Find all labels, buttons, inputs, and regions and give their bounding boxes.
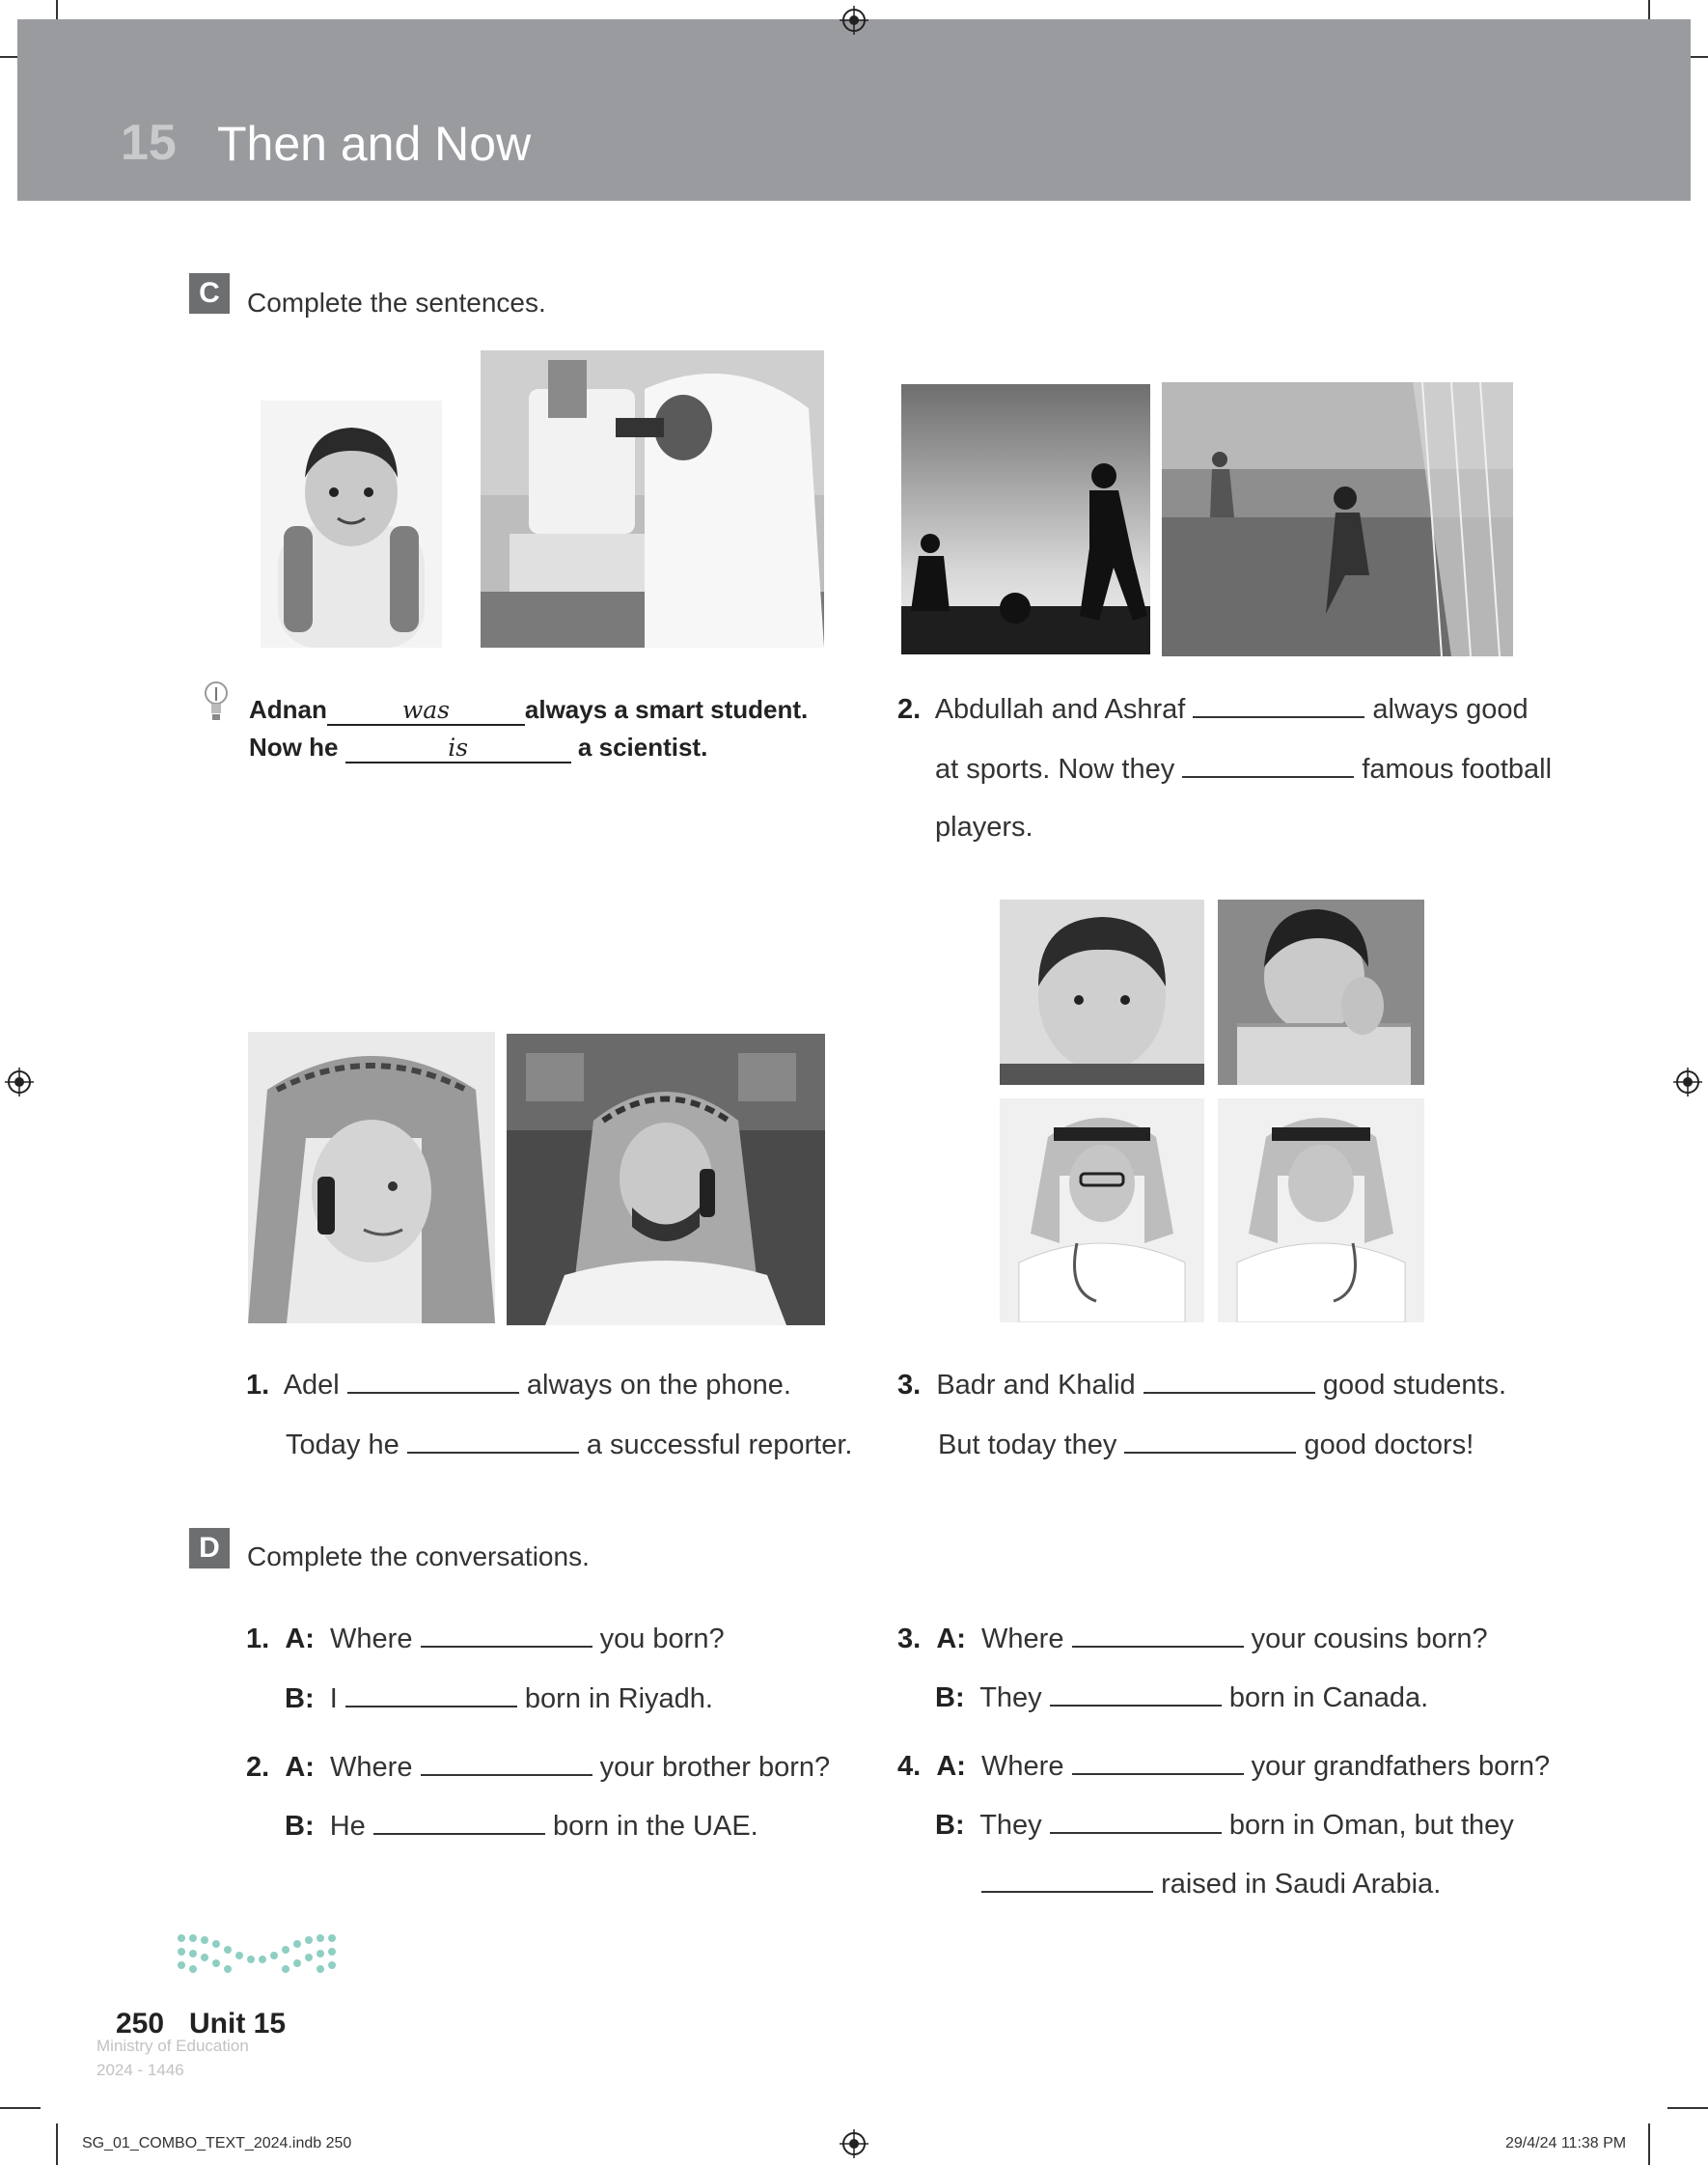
sentence-text: a successful reporter. xyxy=(586,1429,853,1460)
answer-blank[interactable] xyxy=(421,1623,592,1648)
registration-mark-icon xyxy=(1673,1068,1702,1096)
speaker-label: A: xyxy=(936,1751,966,1782)
sentence-text: your brother born? xyxy=(599,1752,831,1783)
item-2-line-1 xyxy=(897,693,1529,726)
item-number: 3. xyxy=(897,1370,922,1401)
crop-mark xyxy=(56,2123,58,2165)
answer-blank[interactable] xyxy=(1193,693,1364,718)
sentence-text: Today he xyxy=(286,1429,399,1460)
example-text: Now he xyxy=(249,733,339,762)
conv-2-line-a xyxy=(246,1751,830,1784)
sentence-text: But today they xyxy=(938,1429,1117,1460)
photo-football-players xyxy=(1162,382,1513,656)
page-number: 250 xyxy=(116,2008,165,2040)
crop-mark xyxy=(1667,2107,1708,2109)
ministry-name: Ministry of Education xyxy=(96,2037,249,2055)
conv-1-line-a xyxy=(246,1623,725,1655)
sentence-text: Where xyxy=(981,1751,1064,1782)
crop-mark xyxy=(1648,2123,1650,2165)
answer-blank[interactable] xyxy=(1124,1429,1296,1454)
item-1-line-2 xyxy=(286,1429,852,1461)
sentence-text: born in the UAE. xyxy=(552,1811,758,1842)
answer-blank[interactable] xyxy=(1050,1809,1222,1834)
item-number: 2. xyxy=(246,1752,270,1783)
sentence-text: your grandfathers born? xyxy=(1251,1751,1551,1782)
answer-blank[interactable] xyxy=(1143,1369,1315,1394)
sentence-text: Where xyxy=(330,1752,413,1783)
example-line-2 xyxy=(249,733,707,763)
print-date: 29/4/24 11:38 PM xyxy=(1505,2135,1627,2151)
sentence-text: famous football xyxy=(1362,754,1553,785)
sentence-text: raised in Saudi Arabia. xyxy=(1161,1869,1442,1900)
photo-adel-boy-phone xyxy=(248,1032,495,1323)
answer-blank[interactable] xyxy=(345,1682,517,1707)
sentence-text: They xyxy=(979,1682,1042,1713)
sentence-text: Adel xyxy=(283,1370,340,1401)
conv-4-line-c xyxy=(981,1868,1441,1901)
sentence-text: Where xyxy=(330,1624,413,1654)
sentence-text: born in Canada. xyxy=(1228,1682,1429,1713)
photo-badr-doctor xyxy=(1000,1098,1204,1322)
answer-blank[interactable] xyxy=(347,1369,519,1394)
answer-blank[interactable] xyxy=(981,1868,1153,1893)
item-number: 2. xyxy=(897,694,922,725)
photo-badr-child xyxy=(1000,900,1204,1085)
print-file-name: SG_01_COMBO_TEXT_2024.indb 250 xyxy=(82,2135,352,2151)
speaker-label: A: xyxy=(285,1752,315,1783)
photo-boys-silhouette-football xyxy=(901,384,1150,654)
item-2-line-3 xyxy=(935,812,1033,844)
sentence-text: you born? xyxy=(599,1624,725,1654)
example-text: a scientist. xyxy=(577,733,708,762)
example-text: Adnan xyxy=(249,695,327,724)
photo-boy-student xyxy=(261,401,442,648)
registration-mark-icon xyxy=(840,2129,868,2158)
photo-scientist-microscope xyxy=(481,350,824,648)
conv-4-line-b xyxy=(935,1809,1514,1842)
item-3-line-2 xyxy=(938,1429,1474,1461)
item-number: 1. xyxy=(246,1624,270,1654)
photo-adel-man-phone xyxy=(507,1034,825,1325)
sentence-text: born in Riyadh. xyxy=(524,1683,713,1714)
photo-khalid-child xyxy=(1218,900,1424,1085)
example-line-1 xyxy=(249,695,808,726)
lightbulb-icon xyxy=(203,680,230,724)
item-3-line-1 xyxy=(897,1369,1506,1402)
example-answer: was xyxy=(327,696,525,726)
section-c-badge: C xyxy=(189,273,230,314)
example-text: always a smart student. xyxy=(524,695,809,724)
answer-blank[interactable] xyxy=(373,1810,545,1835)
ministry-logo-icon xyxy=(174,1930,347,1988)
registration-mark-icon xyxy=(840,6,868,35)
unit-title: Then and Now xyxy=(217,117,532,171)
example-answer: is xyxy=(345,734,571,763)
sentence-text: always on the phone. xyxy=(526,1370,791,1401)
footer-unit-label: Unit 15 xyxy=(189,2008,287,2040)
crop-mark xyxy=(0,2107,41,2109)
answer-blank[interactable] xyxy=(1072,1750,1244,1775)
item-2-line-2 xyxy=(935,753,1552,786)
sentence-text: good doctors! xyxy=(1304,1429,1474,1460)
section-d-instruction: Complete the conversations. xyxy=(247,1541,590,1571)
conv-3-line-a xyxy=(897,1623,1488,1655)
unit-number: 15 xyxy=(121,115,177,171)
sentence-text: your cousins born? xyxy=(1251,1624,1488,1654)
sentence-text: I xyxy=(329,1683,338,1714)
answer-blank[interactable] xyxy=(1050,1681,1222,1707)
item-number: 4. xyxy=(897,1751,922,1782)
sentence-text: Badr and Khalid xyxy=(936,1370,1136,1401)
speaker-label: B: xyxy=(285,1811,315,1842)
item-number: 3. xyxy=(897,1624,922,1654)
conv-2-line-b xyxy=(285,1810,758,1843)
ministry-year: 2024 - 1446 xyxy=(96,2061,184,2079)
speaker-label: B: xyxy=(285,1683,315,1714)
photo-khalid-doctor xyxy=(1218,1098,1424,1322)
sentence-text: at sports. Now they xyxy=(935,754,1175,785)
conv-3-line-b xyxy=(935,1681,1428,1714)
sentence-text: good students. xyxy=(1322,1370,1507,1401)
section-d-badge: D xyxy=(189,1528,230,1568)
answer-blank[interactable] xyxy=(1182,753,1354,778)
conv-1-line-b xyxy=(285,1682,713,1715)
speaker-label: A: xyxy=(285,1624,315,1654)
section-c-instruction: Complete the sentences. xyxy=(247,288,546,318)
answer-blank[interactable] xyxy=(407,1429,579,1454)
registration-mark-icon xyxy=(5,1068,34,1096)
unit-header-band xyxy=(17,19,1691,201)
answer-blank[interactable] xyxy=(421,1751,592,1776)
item-1-line-1 xyxy=(246,1369,791,1402)
item-number: 1. xyxy=(246,1370,270,1401)
sentence-text: They xyxy=(979,1810,1042,1841)
sentence-text: He xyxy=(329,1811,366,1842)
sentence-text: Where xyxy=(981,1624,1064,1654)
conv-4-line-a xyxy=(897,1750,1550,1783)
sentence-text: born in Oman, but they xyxy=(1228,1810,1514,1841)
sentence-text: Abdullah and Ashraf xyxy=(934,694,1186,725)
sentence-text: players. xyxy=(935,812,1033,843)
speaker-label: B: xyxy=(935,1810,965,1841)
answer-blank[interactable] xyxy=(1072,1623,1244,1648)
sentence-text: always good xyxy=(1372,694,1529,725)
speaker-label: A: xyxy=(936,1624,966,1654)
speaker-label: B: xyxy=(935,1682,965,1713)
